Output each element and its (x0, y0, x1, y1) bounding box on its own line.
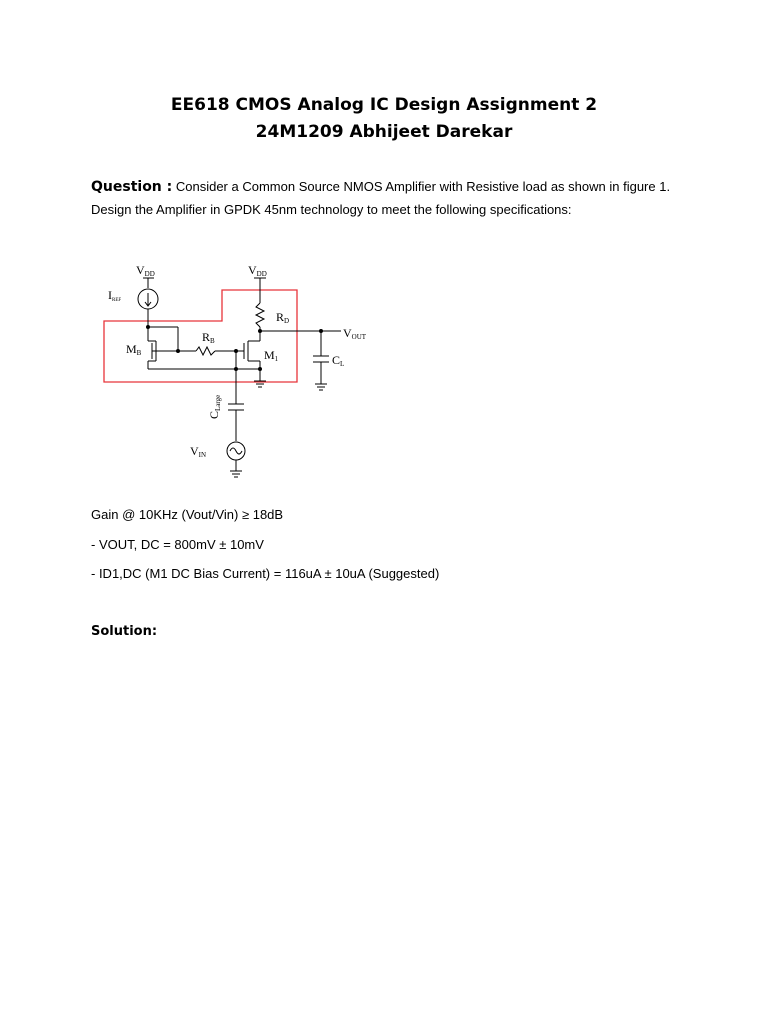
circuit-diagram (96, 259, 378, 495)
page-title: EE618 CMOS Analog IC Design Assignment 2 (170, 95, 598, 115)
question-text-2: Design the Amplifier in GPDK 45nm technology to meet the following specifications: (91, 202, 572, 217)
vout-sub: OUT (351, 333, 367, 341)
vdd-left-label: V (136, 263, 145, 277)
question-label: Question : (91, 179, 173, 195)
m1-sub: 1 (274, 355, 279, 363)
iref-label: I (108, 288, 112, 302)
vout-label: V (343, 326, 352, 340)
clarge-sub: Large (214, 394, 222, 411)
question-paragraph (91, 179, 670, 195)
vdd-left-sub: DD (144, 270, 155, 278)
vin-label: V (190, 444, 199, 458)
vdd-right-label: V (248, 263, 257, 277)
rb-label: R (202, 330, 211, 344)
spec-vout: - VOUT, DC = 800mV ± 10mV (91, 537, 264, 552)
mb-sub: B (136, 349, 142, 357)
mb-label: M (126, 342, 137, 356)
author-line: 24M1209 Abhijeet Darekar (255, 122, 513, 142)
vin-sub: IN (198, 451, 207, 459)
question-text-1: Consider a Common Source NMOS Amplifier with Resistive load as shown in figure 1. (172, 179, 671, 194)
spec-id: - ID1,DC (M1 DC Bias Current) = 116uA ± 10uA (Suggested) (91, 566, 440, 581)
solution-heading: Solution: (91, 624, 158, 639)
cl-sub: L (340, 360, 345, 368)
vdd-right-sub: DD (256, 270, 267, 278)
spec-gain: Gain @ 10KHz (Vout/Vin) ≥ 18dB (91, 507, 284, 522)
clarge-label: C (207, 410, 221, 419)
iref-sub: REF (112, 298, 122, 303)
rb-sub: B (210, 337, 215, 345)
rd-label: R (276, 310, 285, 324)
cl-label: C (332, 353, 341, 367)
rd-sub: D (284, 317, 290, 325)
m1-label: M (264, 348, 275, 362)
